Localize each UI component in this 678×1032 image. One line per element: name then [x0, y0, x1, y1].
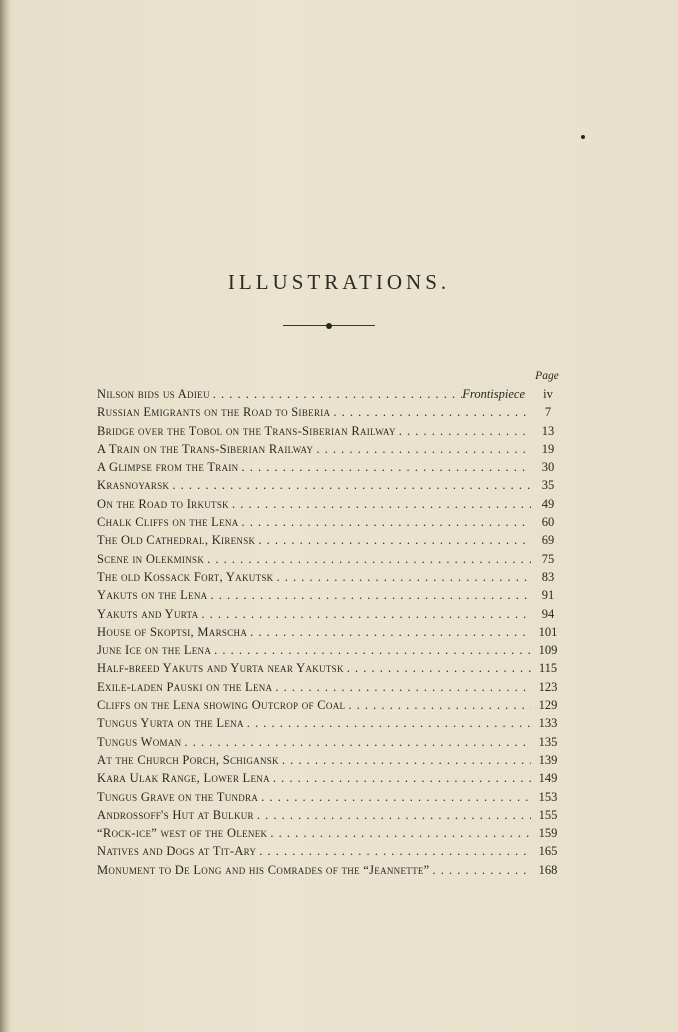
illustration-page-number: 153 — [538, 789, 558, 804]
dot-leader — [210, 385, 463, 403]
illustration-page-number: 30 — [541, 460, 555, 475]
illustration-page-number: 13 — [541, 423, 555, 438]
dot-leader — [239, 513, 531, 531]
illustration-page-number: 168 — [538, 862, 558, 877]
illustration-entry — [97, 440, 565, 458]
illustration-entry — [97, 495, 565, 513]
illustration-entry — [97, 605, 565, 623]
illustration-page-number: 94 — [541, 606, 555, 621]
illustration-title: House of Skoptsi, Marscha — [97, 624, 248, 639]
illustration-title: Androssoff's Hut at Bulkur — [97, 807, 254, 822]
illustration-page-number: 109 — [538, 643, 558, 658]
illustration-title: A Glimpse from the Train — [97, 460, 239, 475]
illustration-page-number: 91 — [541, 588, 555, 603]
illustration-entry — [97, 714, 565, 732]
dot-leader — [270, 769, 531, 787]
illustration-entry — [97, 769, 565, 787]
illustration-page-number: 7 — [544, 405, 552, 420]
illustration-entry — [97, 696, 565, 714]
dot-leader — [229, 495, 531, 513]
illustration-entry — [97, 458, 565, 476]
dot-leader — [279, 751, 531, 769]
illustration-entry — [97, 513, 565, 531]
illustration-title: Half-breed Yakuts and Yurta near Yakutsk — [97, 661, 344, 676]
illustration-page-number: 149 — [538, 771, 558, 786]
dot-leader — [198, 605, 531, 623]
illustration-page-number: iv — [543, 387, 553, 401]
dot-leader — [272, 678, 531, 696]
illustration-title: Krasnoyarsk — [97, 478, 170, 493]
dot-leader — [256, 842, 531, 860]
dot-leader — [430, 861, 531, 879]
page-spine-shadow — [0, 0, 10, 1032]
illustration-entry — [97, 586, 565, 604]
dot-leader — [273, 568, 531, 586]
illustration-page-number: 75 — [541, 551, 555, 566]
illustration-title: Yakuts and Yurta — [97, 606, 199, 621]
illustration-entry — [97, 550, 565, 568]
dot-leader — [396, 422, 531, 440]
dot-leader — [204, 550, 531, 568]
illustration-title: Kara Ulak Range, Lower Lena — [97, 771, 270, 786]
illustration-page-number: 19 — [541, 441, 555, 456]
illustration-title: Tungus Grave on the Tundra — [97, 789, 259, 804]
illustration-title: The Old Cathedral, Kirensk — [97, 533, 256, 548]
illustration-title: At the Church Porch, Schigansk — [97, 752, 279, 767]
illustration-entry — [97, 403, 565, 421]
illustration-entry — [97, 788, 565, 806]
illustration-title: The old Kossack Fort, Yakutsk — [97, 569, 274, 584]
illustration-page-number: 135 — [538, 734, 558, 749]
illustration-entry — [97, 824, 565, 842]
illustration-title: On the Road to Irkutsk — [97, 496, 229, 511]
illustration-title: Nilson bids us Adieu — [97, 387, 210, 401]
dot-leader — [255, 531, 531, 549]
illustration-title: Scene in Olekminsk — [97, 551, 205, 566]
illustration-title: Monument to De Long and his Comrades of the “Jeannette” — [97, 862, 430, 877]
illustration-page-number: 165 — [538, 844, 558, 859]
illustration-page-number: 115 — [538, 661, 558, 676]
dot-leader — [344, 659, 531, 677]
illustration-page-number: 60 — [541, 515, 555, 530]
illustration-page-number: 49 — [541, 496, 555, 511]
dot-leader — [267, 824, 531, 842]
dot-leader — [211, 641, 531, 659]
illustration-page-number: 159 — [538, 826, 558, 841]
illustration-page-number: 83 — [541, 569, 555, 584]
illustration-title: Tungus Woman — [97, 734, 182, 749]
dot-leader — [181, 733, 531, 751]
illustration-entry — [97, 861, 565, 879]
illustration-title: Yakuts on the Lena — [97, 588, 208, 603]
illustration-entry — [97, 476, 565, 494]
illustration-entry — [97, 806, 565, 824]
illustration-title: Russian Emigrants on the Road to Siberia — [97, 405, 331, 420]
illustration-entry — [97, 623, 565, 641]
illustration-title: June Ice on the Lena — [97, 643, 212, 658]
page-title: ILLUSTRATIONS. — [227, 270, 451, 294]
illustration-page-number: 101 — [538, 624, 558, 639]
illustration-note: Frontispiece — [462, 387, 525, 401]
illustration-title: Natives and Dogs at Tit-Ary — [97, 844, 257, 859]
dot-leader — [254, 806, 531, 824]
dot-leader — [345, 696, 531, 714]
illustration-title: “Rock-ice” west of the Olenek — [97, 826, 268, 841]
illustration-entry — [97, 678, 565, 696]
dot-leader — [244, 714, 531, 732]
illustration-entry — [97, 568, 565, 586]
illustration-page-number: 133 — [538, 716, 558, 731]
illustration-entry — [97, 751, 565, 769]
illustration-title: Cliffs on the Lena showing Outcrop of Coal — [97, 698, 346, 713]
illustration-page-number: 69 — [541, 533, 555, 548]
illustration-entry — [97, 385, 565, 403]
illustration-title: Exile-laden Pauski on the Lena — [97, 679, 273, 694]
illustration-title: Tungus Yurta on the Lena — [97, 716, 244, 731]
illustration-page-number: 123 — [538, 679, 558, 694]
illustration-entry — [97, 659, 565, 677]
title-ornament-rule — [283, 323, 375, 329]
illustration-page-number: 139 — [538, 752, 558, 767]
dot-leader — [169, 476, 531, 494]
page-column-label: Page — [535, 370, 559, 382]
illustration-entry — [97, 641, 565, 659]
illustration-title: Bridge over the Tobol on the Trans-Siberian Railway — [97, 423, 396, 438]
illustration-entry — [97, 422, 565, 440]
illustration-page-number: 155 — [538, 807, 558, 822]
illustration-page-number: 35 — [541, 478, 555, 493]
illustration-entry — [97, 733, 565, 751]
illustrations-list — [97, 385, 565, 879]
dot-leader — [313, 440, 531, 458]
dot-leader — [238, 458, 531, 476]
dot-leader — [330, 403, 531, 421]
illustration-entry — [97, 842, 565, 860]
ornament-dot — [326, 323, 332, 329]
dot-leader — [258, 788, 531, 806]
dot-leader — [207, 586, 531, 604]
dot-leader — [247, 623, 531, 641]
illustration-title: Chalk Cliffs on the Lena — [97, 515, 239, 530]
illustration-entry — [97, 531, 565, 549]
ink-speck — [581, 135, 585, 139]
illustration-page-number: 129 — [538, 698, 558, 713]
illustration-title: A Train on the Trans-Siberian Railway — [97, 441, 314, 456]
